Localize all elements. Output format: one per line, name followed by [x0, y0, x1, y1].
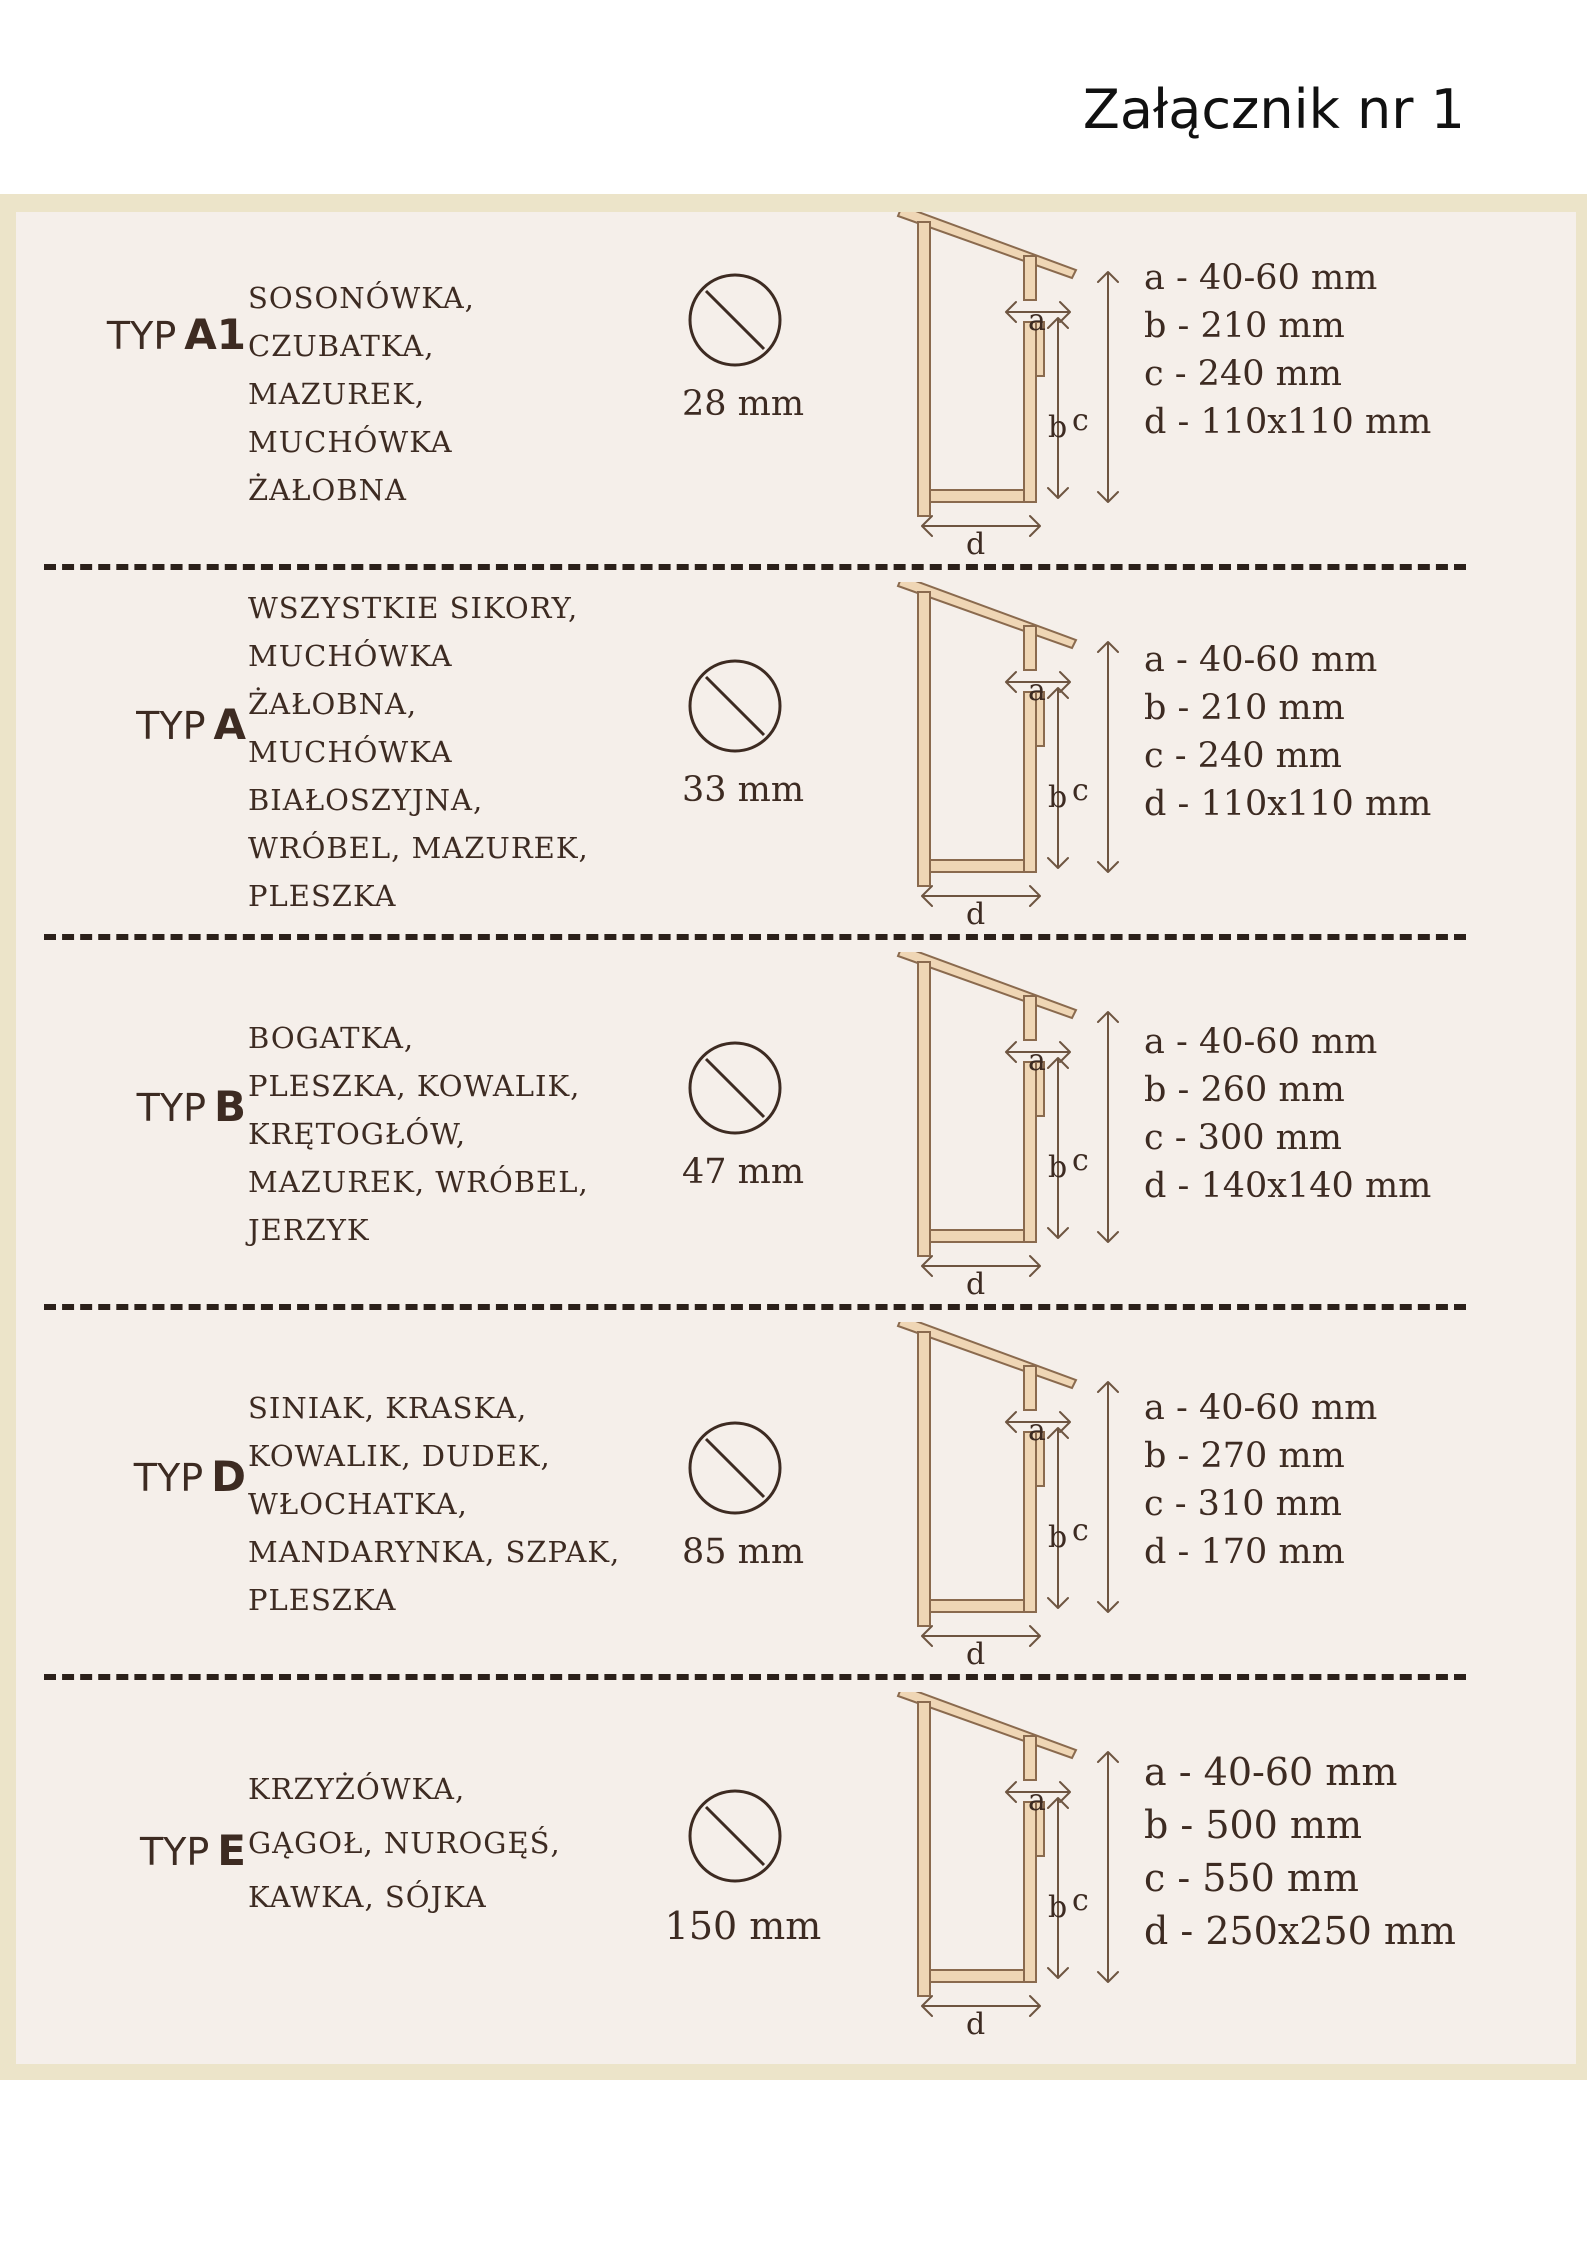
- species-line: MAZUREK, WRÓBEL,: [248, 1165, 589, 1199]
- species-line: KRĘTOGŁÓW,: [248, 1117, 467, 1151]
- entrance-hole-diameter: 47 mm: [681, 1152, 805, 1192]
- species-line: BIAŁOSZYJNA,: [248, 783, 484, 817]
- species-line: ŻAŁOBNA: [248, 473, 407, 507]
- attachment-label: Załącznik nr 1: [1082, 78, 1465, 141]
- type-code: E: [217, 1826, 246, 1875]
- dimension-line: b - 260 mm: [1144, 1070, 1345, 1110]
- type-prefix: TYP: [136, 1086, 206, 1130]
- dim-label-b: b: [1048, 780, 1068, 815]
- nest-box-diagram: [876, 952, 1176, 1322]
- dimensions-list: [1144, 1746, 1456, 1958]
- species-line: WRÓBEL, MAZUREK,: [248, 831, 589, 865]
- entrance-hole-diameter: 28 mm: [681, 384, 805, 424]
- dimension-line: c - 310 mm: [1144, 1484, 1342, 1524]
- type-prefix: TYP: [139, 1830, 210, 1874]
- entrance-hole-diameter: 85 mm: [681, 1532, 805, 1572]
- dimension-line: b - 210 mm: [1144, 306, 1345, 346]
- nest-box-table-inner: [16, 212, 1576, 2064]
- dimension-line: a - 40-60 mm: [1144, 1388, 1378, 1428]
- species-line: GĄGOŁ, NUROGĘŚ,: [248, 1826, 561, 1860]
- dim-label-d: d: [966, 1637, 986, 1672]
- dim-label-b: b: [1048, 1520, 1068, 1555]
- dimension-line: a - 40-60 mm: [1144, 640, 1378, 680]
- entrance-hole-icon: [683, 654, 787, 758]
- species-line: CZUBATKA,: [248, 329, 435, 363]
- dim-label-b: b: [1048, 1150, 1068, 1185]
- row-divider: [44, 1674, 1466, 1680]
- dim-label-a: a: [1028, 303, 1046, 338]
- dimensions-list: [1144, 636, 1431, 828]
- type-prefix: TYP: [106, 314, 177, 358]
- entrance-hole-diameter: 150 mm: [664, 1904, 822, 1948]
- dimensions-list: [1144, 1384, 1377, 1576]
- type-label: [16, 1082, 246, 1131]
- dim-label-d: d: [966, 527, 986, 562]
- species-list: [248, 584, 589, 920]
- dimension-line: b - 270 mm: [1144, 1436, 1345, 1476]
- nest-box-table: [0, 194, 1587, 2080]
- dimensions-list: [1144, 254, 1431, 446]
- species-list: [248, 1762, 561, 1924]
- dim-label-c: c: [1072, 1883, 1089, 1918]
- species-line: KAWKA, SÓJKA: [248, 1880, 487, 1914]
- type-label: [16, 700, 246, 749]
- species-line: MANDARYNKA, SZPAK,: [248, 1535, 621, 1569]
- dim-label-c: c: [1072, 1513, 1089, 1548]
- dim-label-d: d: [966, 897, 986, 932]
- dimension-line: c - 240 mm: [1144, 354, 1342, 394]
- dim-label-a: a: [1028, 673, 1046, 708]
- type-code: D: [211, 1452, 246, 1501]
- species-list: [248, 1014, 589, 1254]
- species-line: MUCHÓWKA: [248, 735, 453, 769]
- dim-label-c: c: [1072, 1143, 1089, 1178]
- dimension-line: c - 550 mm: [1144, 1856, 1359, 1900]
- row-divider: [44, 934, 1466, 940]
- dim-label-d: d: [966, 1267, 986, 1302]
- type-label: [16, 1452, 246, 1501]
- dimension-line: c - 300 mm: [1144, 1118, 1342, 1158]
- nest-box-diagram: [876, 582, 1176, 952]
- dimensions-list: [1144, 1018, 1431, 1210]
- nest-box-diagram: [876, 212, 1176, 582]
- species-line: MUCHÓWKA: [248, 425, 453, 459]
- type-code: A: [213, 700, 246, 749]
- nest-box-row-a1: [16, 212, 1576, 582]
- entrance-hole-icon: [683, 1416, 787, 1520]
- species-line: ŻAŁOBNA,: [248, 687, 418, 721]
- dimension-line: d - 140x140 mm: [1144, 1166, 1432, 1206]
- nest-box-diagram: [876, 1692, 1176, 2062]
- type-label: [16, 310, 246, 359]
- species-line: SINIAK, KRASKA,: [248, 1391, 528, 1425]
- dim-label-b: b: [1048, 1890, 1068, 1925]
- entrance-hole-icon: [683, 1784, 787, 1888]
- nest-box-row-d: [16, 1322, 1576, 1692]
- dimension-line: a - 40-60 mm: [1144, 1750, 1398, 1794]
- species-line: WŁOCHATKA,: [248, 1487, 468, 1521]
- dim-label-a: a: [1028, 1413, 1046, 1448]
- dimension-line: d - 170 mm: [1144, 1532, 1345, 1572]
- species-list: [248, 1384, 620, 1624]
- species-line: PLESZKA: [248, 1583, 397, 1617]
- species-line: SOSONÓWKA,: [248, 281, 475, 315]
- species-line: JERZYK: [248, 1213, 370, 1247]
- entrance-hole-icon: [683, 1036, 787, 1140]
- dimension-line: b - 500 mm: [1144, 1803, 1362, 1847]
- nest-box-diagram: [876, 1322, 1176, 1692]
- dim-label-d: d: [966, 2007, 986, 2042]
- species-line: PLESZKA: [248, 879, 397, 913]
- dim-label-c: c: [1072, 403, 1089, 438]
- dim-label-c: c: [1072, 773, 1089, 808]
- dimension-line: a - 40-60 mm: [1144, 1022, 1378, 1062]
- type-prefix: TYP: [133, 1456, 204, 1500]
- dimension-line: c - 240 mm: [1144, 736, 1342, 776]
- species-line: MUCHÓWKA: [248, 639, 453, 673]
- species-list: [248, 274, 475, 514]
- nest-box-row-e: [16, 1692, 1576, 2062]
- nest-box-row-b: [16, 952, 1576, 1322]
- entrance-hole-diameter: 33 mm: [681, 770, 805, 810]
- dimension-line: a - 40-60 mm: [1144, 258, 1378, 298]
- type-label: [16, 1826, 246, 1875]
- species-line: KOWALIK, DUDEK,: [248, 1439, 551, 1473]
- type-code: A1: [184, 310, 246, 359]
- entrance-hole-icon: [683, 268, 787, 372]
- species-line: KRZYŻÓWKA,: [248, 1772, 466, 1806]
- dimension-line: d - 110x110 mm: [1144, 784, 1432, 824]
- row-divider: [44, 1304, 1466, 1310]
- row-divider: [44, 564, 1466, 570]
- species-line: WSZYSTKIE SIKORY,: [248, 591, 579, 625]
- dim-label-a: a: [1028, 1783, 1046, 1818]
- dim-label-a: a: [1028, 1043, 1046, 1078]
- species-line: PLESZKA, KOWALIK,: [248, 1069, 581, 1103]
- type-code: B: [213, 1082, 246, 1131]
- type-prefix: TYP: [136, 704, 206, 748]
- dimension-line: b - 210 mm: [1144, 688, 1345, 728]
- nest-box-row-a: [16, 582, 1576, 952]
- dimension-line: d - 250x250 mm: [1144, 1909, 1456, 1953]
- dimension-line: d - 110x110 mm: [1144, 402, 1432, 442]
- dim-label-b: b: [1048, 410, 1068, 445]
- species-line: MAZUREK,: [248, 377, 426, 411]
- species-line: BOGATKA,: [248, 1021, 415, 1055]
